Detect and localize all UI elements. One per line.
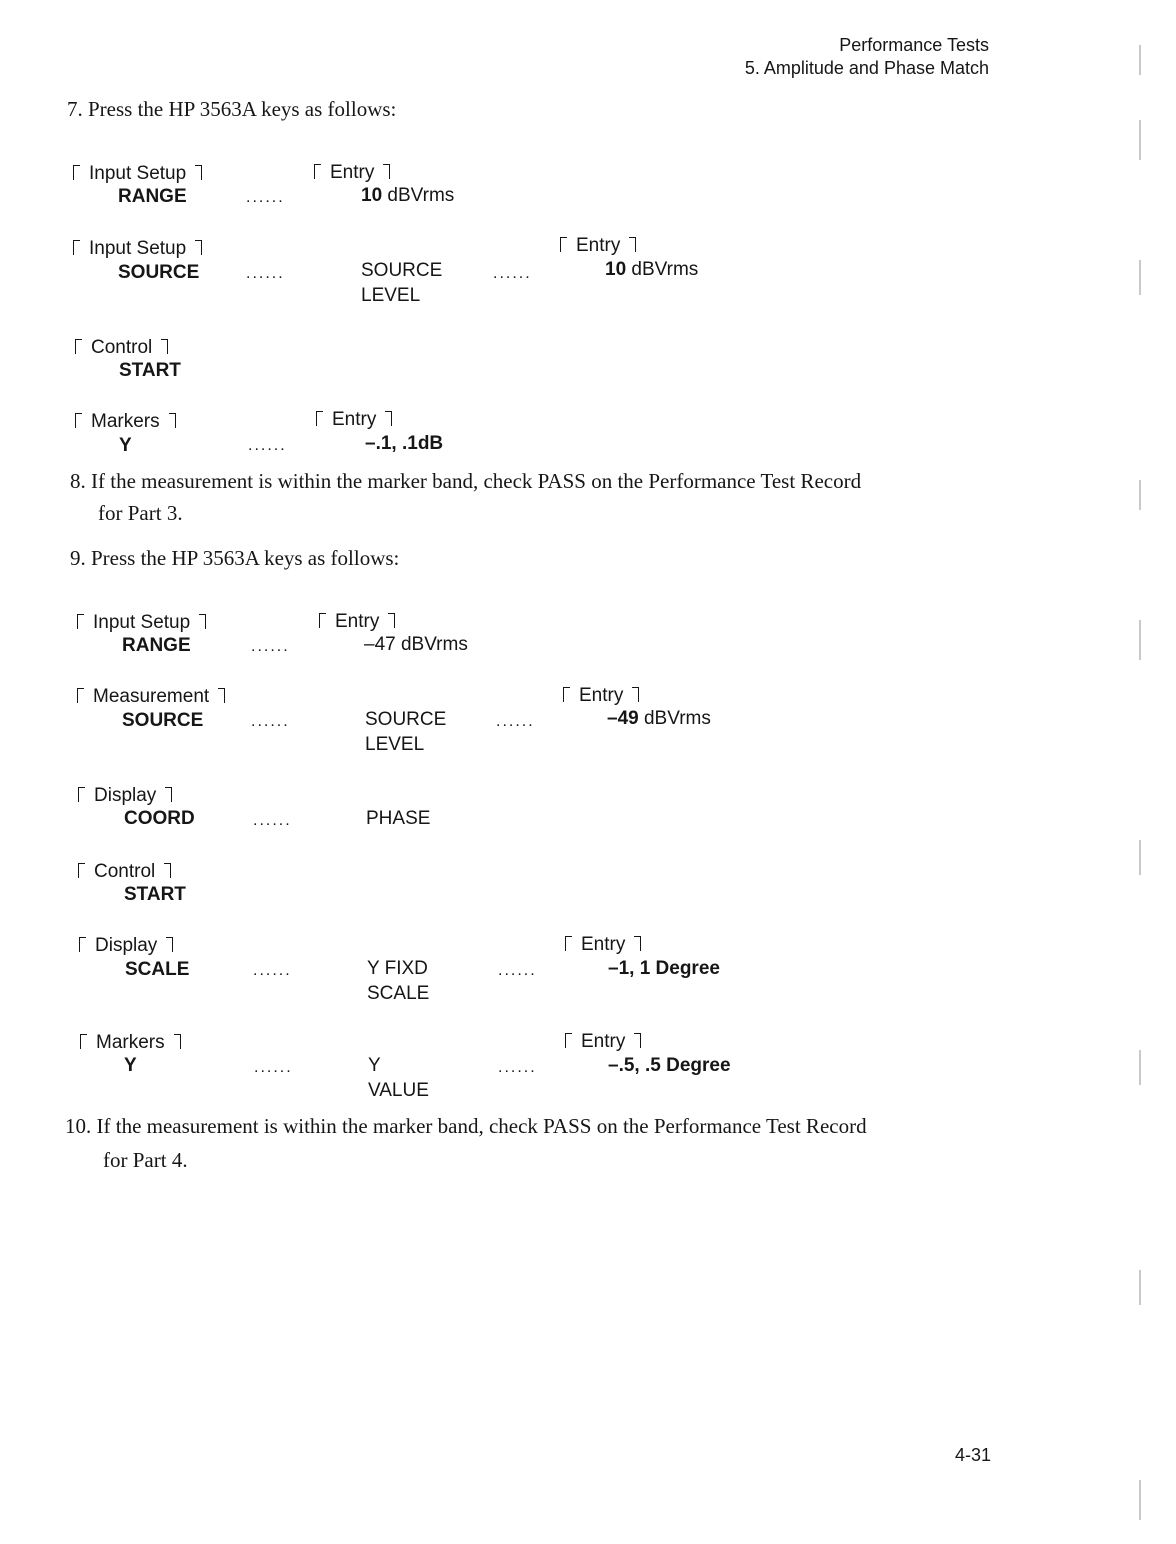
hardkey-input-setup[interactable]: Input Setup xyxy=(73,238,202,260)
entry-value: –.5, .5 Degree xyxy=(608,1055,731,1076)
softkey-range[interactable]: RANGE xyxy=(122,635,191,656)
leader-dots: ...... xyxy=(251,713,290,730)
hardkey-markers[interactable]: Markers xyxy=(80,1032,181,1054)
softkey-source[interactable]: SOURCE xyxy=(118,262,200,283)
scan-edge-mark xyxy=(1139,480,1141,510)
softkey-source-level-line1[interactable]: SOURCE xyxy=(361,260,443,281)
leader-dots: ...... xyxy=(251,638,290,655)
softkey-y[interactable]: Y xyxy=(124,1055,137,1076)
bracket-left-icon xyxy=(78,863,85,878)
bracket-left-icon xyxy=(314,164,321,179)
softkey-y-fixd-line1[interactable]: Y FIXD xyxy=(367,958,428,979)
leader-dots: ...... xyxy=(246,265,285,282)
bracket-left-icon xyxy=(73,240,80,255)
bracket-left-icon xyxy=(75,413,82,428)
bracket-left-icon xyxy=(80,1034,87,1049)
bracket-right-icon xyxy=(174,1034,181,1049)
bracket-left-icon xyxy=(77,688,84,703)
step-8-continued: for Part 3. xyxy=(98,501,183,525)
hardkey-measurement[interactable]: Measurement xyxy=(77,686,225,708)
bracket-right-icon xyxy=(164,863,171,878)
entry-value: –47 dBVrms xyxy=(364,634,468,655)
bracket-right-icon xyxy=(632,687,639,702)
scan-edge-mark xyxy=(1139,260,1141,295)
scan-edge-mark xyxy=(1139,1480,1141,1520)
bracket-right-icon xyxy=(165,787,172,802)
hardkey-entry[interactable]: Entry xyxy=(565,934,641,956)
bracket-right-icon xyxy=(634,1033,641,1048)
softkey-source[interactable]: SOURCE xyxy=(122,710,204,731)
entry-value: –1, 1 Degree xyxy=(608,958,720,979)
softkey-start[interactable]: START xyxy=(119,360,181,381)
softkey-range[interactable]: RANGE xyxy=(118,186,187,207)
bracket-right-icon xyxy=(388,613,395,628)
step-9: 9. Press the HP 3563A keys as follows: xyxy=(70,546,400,570)
scan-edge-mark xyxy=(1139,840,1141,875)
hardkey-entry[interactable]: Entry xyxy=(560,235,636,257)
entry-value: –.1, .1dB xyxy=(365,433,444,454)
bracket-left-icon xyxy=(316,411,323,426)
bracket-left-icon xyxy=(77,614,84,629)
page-number: 4-31 xyxy=(955,1445,992,1465)
bracket-right-icon xyxy=(161,339,168,354)
softkey-source-level-line2[interactable]: LEVEL xyxy=(365,734,425,755)
leader-dots: ...... xyxy=(498,962,537,979)
hardkey-markers[interactable]: Markers xyxy=(75,411,176,433)
leader-dots: ...... xyxy=(253,812,292,829)
bracket-right-icon xyxy=(169,413,176,428)
leader-dots: ...... xyxy=(496,713,535,730)
bracket-left-icon xyxy=(319,613,326,628)
hardkey-entry[interactable]: Entry xyxy=(563,685,639,707)
scan-edge-mark xyxy=(1139,120,1141,160)
step-10-continued: for Part 4. xyxy=(103,1148,188,1172)
softkey-coord[interactable]: COORD xyxy=(124,808,195,829)
leader-dots: ...... xyxy=(246,189,285,206)
hardkey-entry[interactable]: Entry xyxy=(319,611,395,633)
leader-dots: ...... xyxy=(254,1059,293,1076)
entry-value: –49 dBVrms xyxy=(607,708,711,729)
hardkey-display[interactable]: Display xyxy=(78,785,172,807)
softkey-source-level-line1[interactable]: SOURCE xyxy=(365,709,447,730)
hardkey-display[interactable]: Display xyxy=(79,935,173,957)
scan-edge-mark xyxy=(1139,45,1141,75)
softkey-y-value-line2[interactable]: VALUE xyxy=(368,1080,429,1101)
hardkey-control[interactable]: Control xyxy=(75,337,168,359)
softkey-y-value-line1[interactable]: Y xyxy=(368,1055,381,1076)
step-10: 10. If the measurement is within the marker band, check PASS on the Performance Test Record xyxy=(65,1114,867,1138)
bracket-left-icon xyxy=(563,687,570,702)
leader-dots: ...... xyxy=(248,437,287,454)
leader-dots: ...... xyxy=(498,1059,537,1076)
bracket-right-icon xyxy=(634,936,641,951)
leader-dots: ...... xyxy=(493,265,532,282)
softkey-start[interactable]: START xyxy=(124,884,186,905)
bracket-right-icon xyxy=(385,411,392,426)
bracket-left-icon xyxy=(78,787,85,802)
bracket-left-icon xyxy=(560,237,567,252)
entry-value: 10 dBVrms xyxy=(605,259,699,280)
bracket-left-icon xyxy=(79,937,86,952)
bracket-right-icon xyxy=(218,688,225,703)
scan-edge-mark xyxy=(1139,620,1141,660)
bracket-right-icon xyxy=(383,164,390,179)
entry-value: 10 dBVrms xyxy=(361,185,455,206)
softkey-scale[interactable]: SCALE xyxy=(125,959,190,980)
scan-edge-mark xyxy=(1139,1270,1141,1305)
bracket-left-icon xyxy=(75,339,82,354)
scan-edge-mark xyxy=(1139,1050,1141,1085)
softkey-phase[interactable]: PHASE xyxy=(366,808,431,829)
leader-dots: ...... xyxy=(253,962,292,979)
step-8: 8. If the measurement is within the marker band, check PASS on the Performance Test Record xyxy=(70,469,862,493)
step-7: 7. Press the HP 3563A keys as follows: xyxy=(67,97,397,121)
softkey-source-level-line2[interactable]: LEVEL xyxy=(361,285,421,306)
hardkey-entry[interactable]: Entry xyxy=(314,162,390,184)
section-title: Performance Tests xyxy=(839,35,989,55)
hardkey-input-setup[interactable]: Input Setup xyxy=(77,612,206,634)
hardkey-entry[interactable]: Entry xyxy=(565,1031,641,1053)
softkey-y[interactable]: Y xyxy=(119,435,132,456)
bracket-left-icon xyxy=(73,165,80,180)
bracket-right-icon xyxy=(629,237,636,252)
subsection-title: 5. Amplitude and Phase Match xyxy=(744,58,989,78)
hardkey-entry[interactable]: Entry xyxy=(316,409,392,431)
softkey-y-fixd-line2[interactable]: SCALE xyxy=(367,983,430,1004)
hardkey-control[interactable]: Control xyxy=(78,861,171,883)
bracket-left-icon xyxy=(565,936,572,951)
bracket-right-icon xyxy=(195,240,202,255)
hardkey-input-setup[interactable]: Input Setup xyxy=(73,163,202,185)
bracket-right-icon xyxy=(199,614,206,629)
bracket-right-icon xyxy=(195,165,202,180)
bracket-right-icon xyxy=(166,937,173,952)
bracket-left-icon xyxy=(565,1033,572,1048)
